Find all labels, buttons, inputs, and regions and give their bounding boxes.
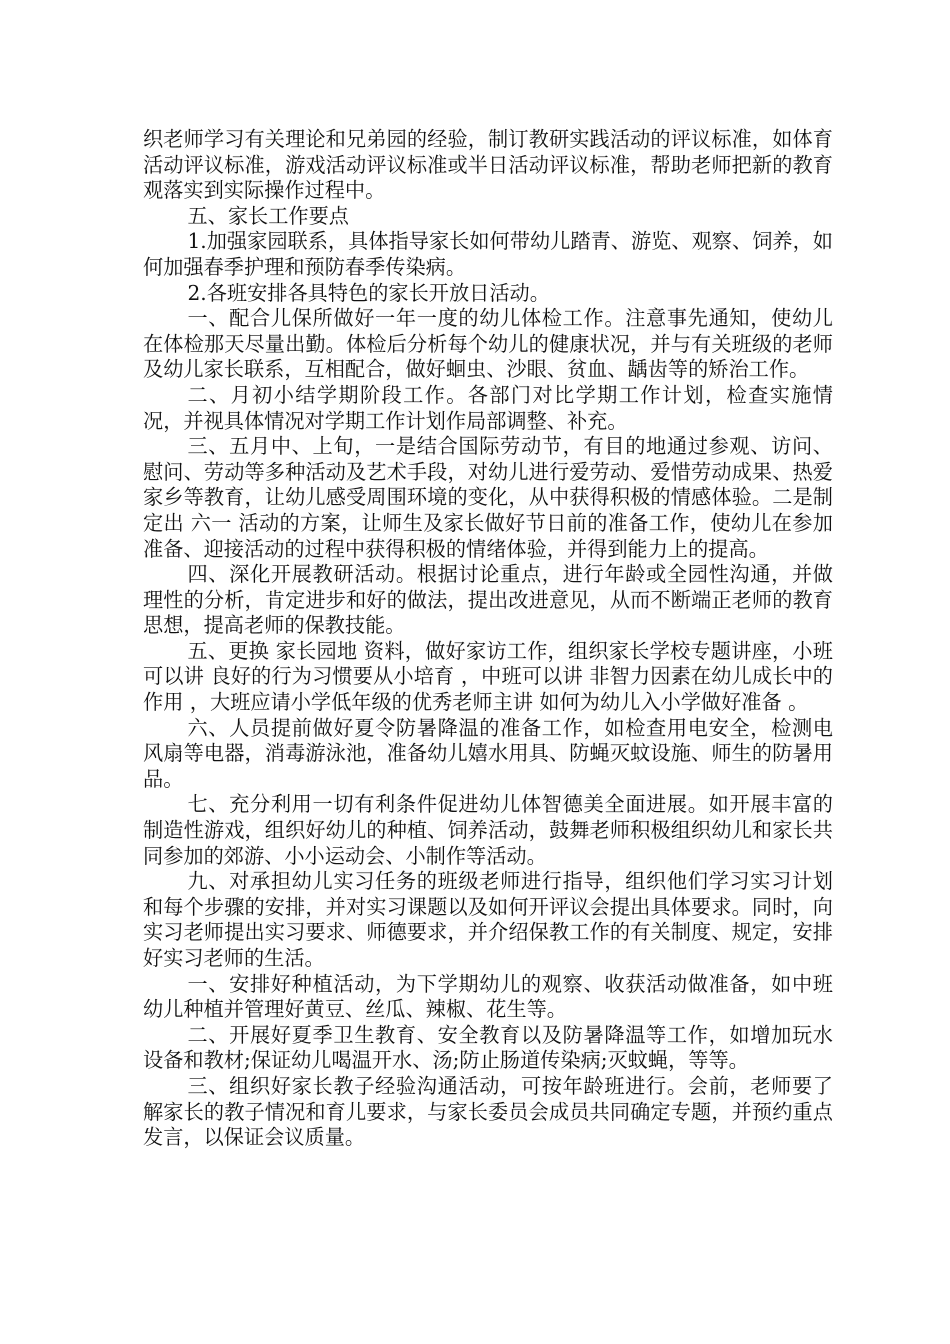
paragraph: 九、对承担幼儿实习任务的班级老师进行指导，组织他们学习实习计划和每个步骤的安排，并对实习课题以及如何开评议会提出具体要求。同时，向实习老师提出实习要求、师德要求，并介绍保教工作的有关制度、规定，安排好实习老师的生活。 — [143, 869, 833, 970]
paragraph-continuation: 织老师学习有关理论和兄弟园的经验，制订教研实践活动的评议标准，如体育活动评议标准，游戏活动评议标准或半日活动评议标准，帮助老师把新的教育观落实到实际操作过程中。 — [143, 127, 833, 203]
paragraph: 1.加强家园联系，具体指导家长如何带幼儿踏青、游览、观察、饲养，如何加强春季护理和预防春季传染病。 — [143, 229, 833, 279]
document-body — [143, 127, 833, 1151]
section-heading-parent-work: 五、家长工作要点 — [187, 203, 349, 228]
paragraph: 二、月初小结学期阶段工作。各部门对比学期工作计划，检查实施情况，并视具体情况对学期工作计划作局部调整、补充。 — [143, 382, 833, 433]
paragraph: 一、配合儿保所做好一年一度的幼儿体检工作。注意事先通知，使幼儿在体检那天尽量出勤。体检后分析每个幼儿的健康状况，并与有关班级的老师及幼儿家长联系，互相配合，做好蛔虫、沙眼、贫血、龋齿等的矫治工作。 — [143, 306, 833, 382]
paragraph: 三、组织好家长教子经验沟通活动，可按年龄班进行。会前，老师要了解家长的教子情况和育儿要求，与家长委员会成员共同确定专题，并预约重点发言，以保证会议质量。 — [143, 1073, 833, 1150]
paragraph: 七、充分利用一切有利条件促进幼儿体智德美全面进展。如开展丰富的制造性游戏，组织好幼儿的种植、饲养活动，鼓舞老师积极组织幼儿和家长共同参加的郊游、小小运动会、小制作等活动。 — [143, 792, 833, 868]
paragraph: 六、人员提前做好夏令防暑降温的准备工作，如检查用电安全，检测电风扇等电器，消毒游泳池，准备幼儿嬉水用具、防蝇灭蚊设施、师生的防暑用品。 — [143, 715, 833, 791]
paragraph: 三、五月中、上旬，一是结合国际劳动节，有目的地通过参观、访问、慰问、劳动等多种活动及艺术手段，对幼儿进行爱劳动、爱惜劳动成果、热爱家乡等教育，让幼儿感受周围环境的变化，从中获得积极的情感体验。二是制定出 六一 活动的方案，让师生及家长做好节日前的准备工作，使幼儿在参加准备、迎接活动的过程中获得积极的情绪体验，并得到能力上的提高。 — [143, 434, 833, 561]
paragraph: 五、更换 家长园地 资料，做好家访工作，组织家长学校专题讲座，小班可以讲 良好的行为习惯要从小培育 ，中班可以讲 非智力因素在幼儿成长中的作用 ，大班应请小学低年级的优秀老师主讲 如何为幼儿入小学做好准备 。 — [143, 638, 833, 715]
paragraph: 二、开展好夏季卫生教育、安全教育以及防暑降温等工作，如增加玩水设备和教材;保证幼儿喝温开水、汤;防止肠道传染病;灭蚊蝇，等等。 — [143, 1022, 833, 1073]
paragraph: 一、安排好种植活动，为下学期幼儿的观察、收获活动做准备，如中班幼儿种植并管理好黄豆、丝瓜、辣椒、花生等。 — [143, 971, 833, 1022]
paragraph: 2.各班安排各具特色的家长开放日活动。 — [187, 280, 550, 305]
paragraph: 四、深化开展教研活动。根据讨论重点，进行年龄或全园性沟通，并做理性的分析，肯定进步和好的做法，提出改进意见，从而不断端正老师的教育思想，提高老师的保教技能。 — [143, 562, 833, 638]
